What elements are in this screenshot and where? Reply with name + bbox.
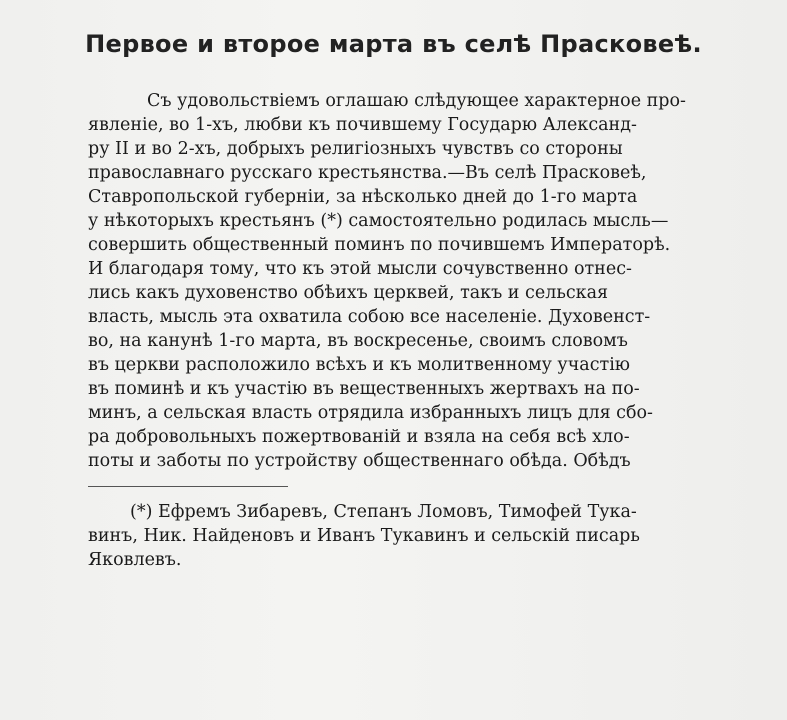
body-line: во, на канунѣ 1-го марта, въ воскресенье, своимъ словомъ	[88, 331, 628, 351]
body-line: лись какъ духовенство обѣихъ церквей, такъ и сельская	[88, 283, 609, 303]
footnote-line: винъ, Ник. Найденовъ и Иванъ Тукавинъ и сельскій писарь	[88, 526, 640, 546]
body-line: власть, мысль эта охватила собою все населеніе. Духовенст-	[88, 307, 651, 327]
body-line: И благодаря тому, что къ этой мысли сочувственно отнес-	[88, 259, 632, 279]
footnote-line: Яковлевъ.	[88, 550, 182, 570]
body-line: явленіе, во 1-хъ, любви къ почившему Государю Александ-	[88, 115, 637, 135]
footnote-line: (*) Ефремъ Зибаревъ, Степанъ Ломовъ, Тимофей Тука-	[130, 502, 637, 522]
body-line: Съ удовольствіемъ оглашаю слѣдующее характерное про-	[147, 91, 686, 111]
body-line: минъ, а сельская власть отрядила избранныхъ лицъ для сбо-	[88, 403, 653, 423]
article-title: Первое и второе марта въ селѣ Прасковеѣ.	[85, 30, 702, 58]
body-line: ра добровольныхъ пожертвованій и взяла на себя всѣ хло-	[88, 427, 630, 447]
body-line: въ поминѣ и къ участію въ вещественныхъ жертвахъ на по-	[88, 379, 640, 399]
footnote-divider	[88, 486, 288, 487]
body-line: ру II и во 2-хъ, добрыхъ религіозныхъ чувствъ со стороны	[88, 139, 623, 159]
body-line: православнаго русскаго крестьянства.—Въ селѣ Прасковеѣ,	[88, 163, 647, 183]
body-line: у нѣкоторыхъ крестьянъ (*) самостоятельно родилась мысль—	[88, 211, 669, 231]
body-line: Ставропольской губерніи, за нѣсколько дней до 1-го марта	[88, 187, 638, 207]
body-line: поты и заботы по устройству общественнаго обѣда. Обѣдъ	[88, 451, 631, 471]
body-line: совершить общественный поминъ по почившемъ Императорѣ.	[88, 235, 671, 255]
body-line: въ церкви расположило всѣхъ и къ молитвенному участію	[88, 355, 631, 375]
